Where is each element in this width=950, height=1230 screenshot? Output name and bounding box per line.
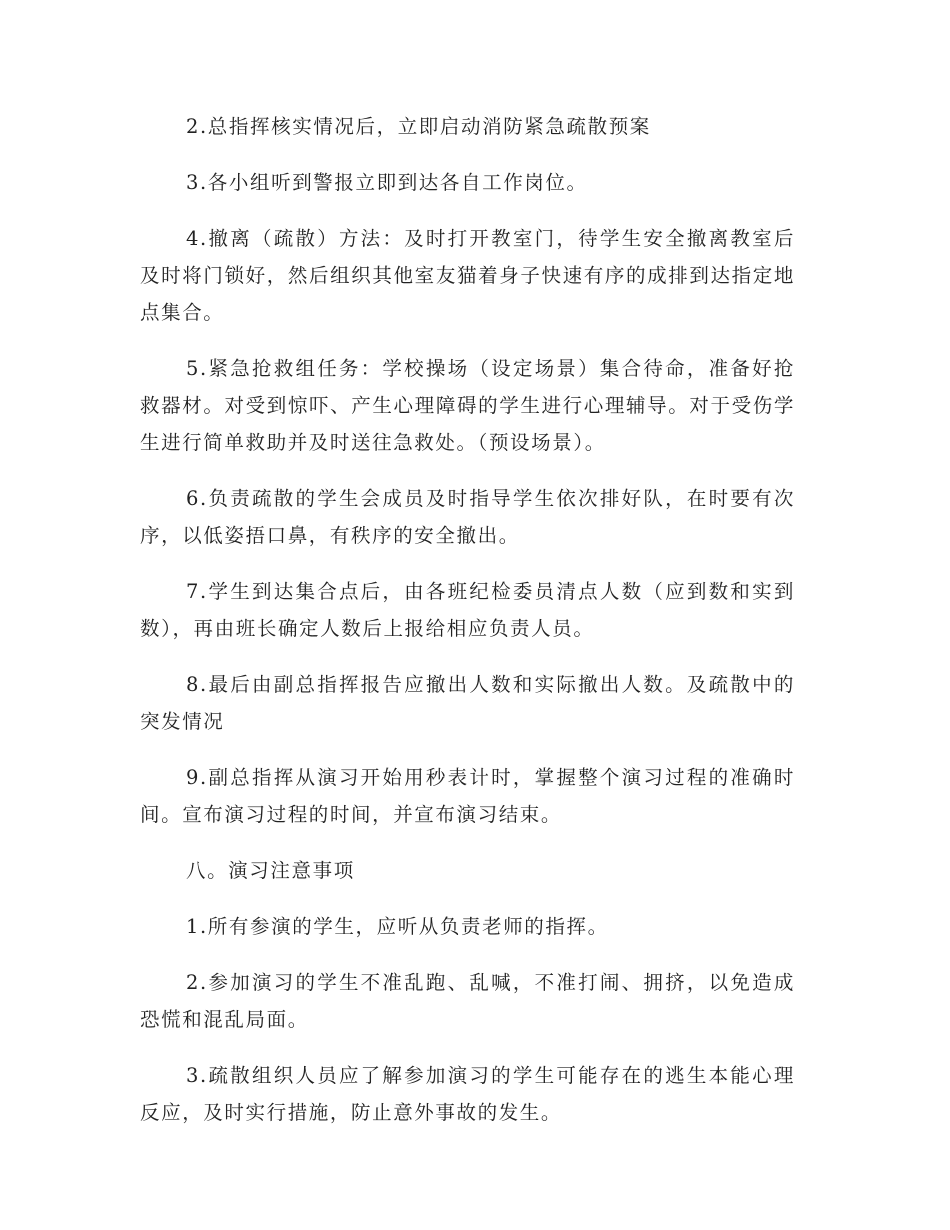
document-body xyxy=(140,108,795,1150)
paragraph-note-3: 3.疏散组织人员应了解参加演习的学生可能存在的逃生本能心理反应，及时实行措施，防止意外事故的发生。 xyxy=(140,1064,795,1124)
paragraph-step-8: 8.最后由副总指挥报告应撤出人数和实际撤出人数。及疏散中的突发情况 xyxy=(140,673,795,733)
paragraph-step-9: 9.副总指挥从演习开始用秒表计时，掌握整个演习过程的准确时间。宣布演习过程的时间，并宣布演习结束。 xyxy=(140,766,795,826)
paragraph-step-3: 3.各小组听到警报立即到达各自工作岗位。 xyxy=(186,171,588,194)
paragraph-step-6: 6.负责疏散的学生会成员及时指导学生依次排好队，在时要有次序，以低姿捂口鼻，有秩序的安全撤出。 xyxy=(140,487,795,547)
paragraph-step-7: 7.学生到达集合点后，由各班纪检委员清点人数（应到数和实到数），再由班长确定人数后上报给相应负责人员。 xyxy=(140,580,795,640)
paragraph-step-5: 5.紧急抢救组任务：学校操场（设定场景）集合待命，准备好抢救器材。对受到惊吓、产生心理障碍的学生进行心理辅导。对于受伤学生进行简单救助并及时送往急救处。（预设场景）。 xyxy=(140,357,795,454)
paragraph-note-2: 2.参加演习的学生不准乱跑、乱喊，不准打闹、拥挤，以免造成恐慌和混乱局面。 xyxy=(140,971,795,1031)
paragraph-note-1: 1.所有参演的学生，应听从负责老师的指挥。 xyxy=(186,915,609,938)
paragraph-step-2: 2.总指挥核实情况后，立即启动消防紧急疏散预案 xyxy=(186,115,651,138)
section-heading-8: 八。演习注意事项 xyxy=(186,859,355,882)
paragraph-step-4: 4.撤离（疏散）方法：及时打开教室门，待学生安全撤离教室后及时将门锁好，然后组织其他室友猫着身子快速有序的成排到达指定地点集合。 xyxy=(140,227,795,324)
